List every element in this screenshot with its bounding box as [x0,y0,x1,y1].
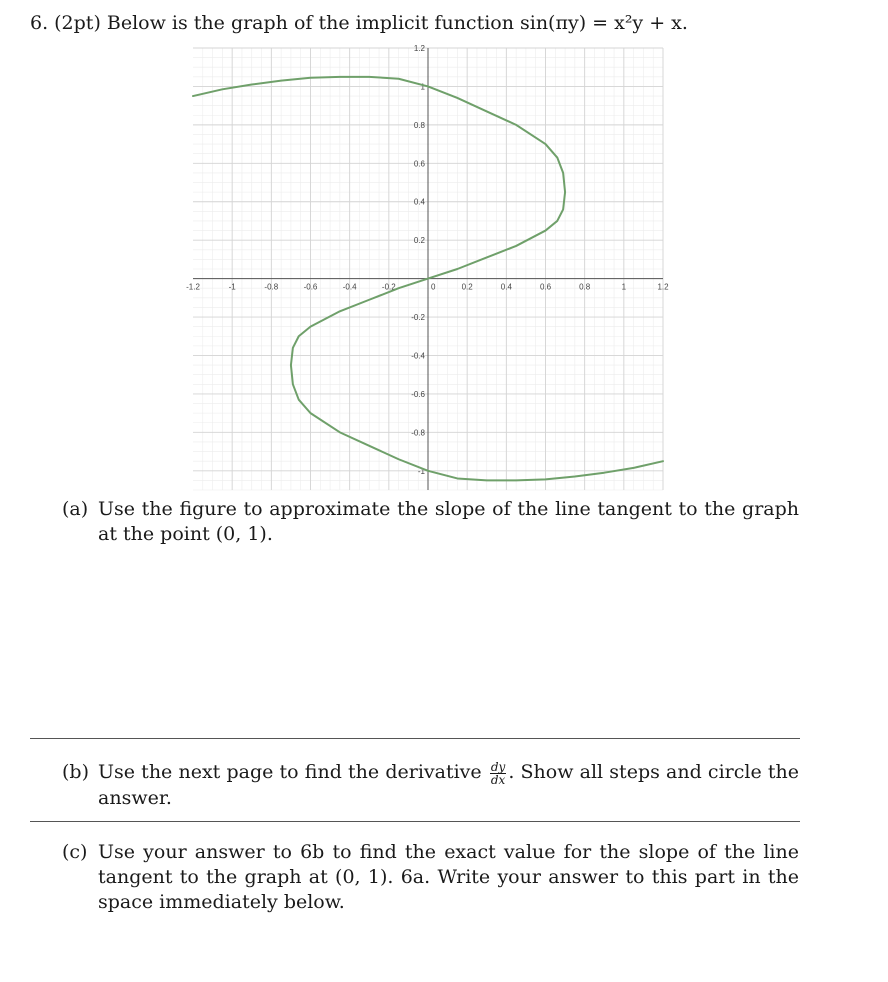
x-tick-label: -0.6 [303,282,318,292]
part-c-text: Use your answer to 6b to find the exact value for the slope of the line tangent to the graph at (0, 1). 6a. Write your answer to this part in the space immediately below. [98,841,799,913]
y-tick-label: -0.2 [411,313,425,323]
question-header [30,12,688,34]
part-b-body [98,760,799,811]
x-tick-label: -0.8 [264,282,279,292]
derivative-denominator: dx [490,772,506,787]
part-c [62,840,799,915]
y-tick-label: 0.2 [413,236,425,246]
y-tick-label: -0.8 [411,428,425,438]
part-a [62,497,799,547]
x-tick-label: 1.2 [657,282,669,292]
part-b-label: (b) [62,761,89,783]
x-tick-label: 0.8 [579,282,591,292]
answer-divider-a [30,738,800,739]
implicit-function-graph [186,44,669,490]
x-tick-label: -1 [228,282,236,292]
part-c-label: (c) [62,841,88,863]
y-tick-label: -0.6 [411,389,425,399]
x-tick-label: 1 [621,282,627,292]
x-tick-label: -0.4 [342,282,357,292]
derivative-numerator: dy [490,759,506,774]
y-tick-label: 1 [420,82,425,92]
answer-divider-b [30,821,800,822]
question-number: 6. [30,12,49,34]
part-b-text-after: . Show all steps and circle the answer. [98,761,799,809]
y-tick-label: 1.2 [413,44,425,53]
part-b-text-before: Use the next page to find the derivative [98,761,482,783]
question-text: (2pt) Below is the graph of the implicit function sin(πy) = x²y + x. [54,12,688,34]
derivative-fraction [490,761,506,786]
part-a-label: (a) [62,498,89,520]
y-tick-label: 0.6 [413,159,425,169]
x-tick-label: 0.4 [500,282,512,292]
part-a-text: Use the figure to approximate the slope of the line tangent to the graph at the point (0, 1). [98,498,799,545]
y-tick-label: -0.4 [411,351,425,361]
x-tick-label: 0.2 [461,282,473,292]
y-tick-label: -1 [417,466,425,476]
origin-label: 0 [431,282,436,292]
x-tick-label: -0.2 [381,282,396,292]
part-b [62,760,799,811]
x-tick-label: -1.2 [186,282,200,292]
y-tick-label: 0.8 [413,120,425,130]
x-tick-label: 0.6 [539,282,552,292]
y-tick-label: 0.4 [413,197,425,207]
